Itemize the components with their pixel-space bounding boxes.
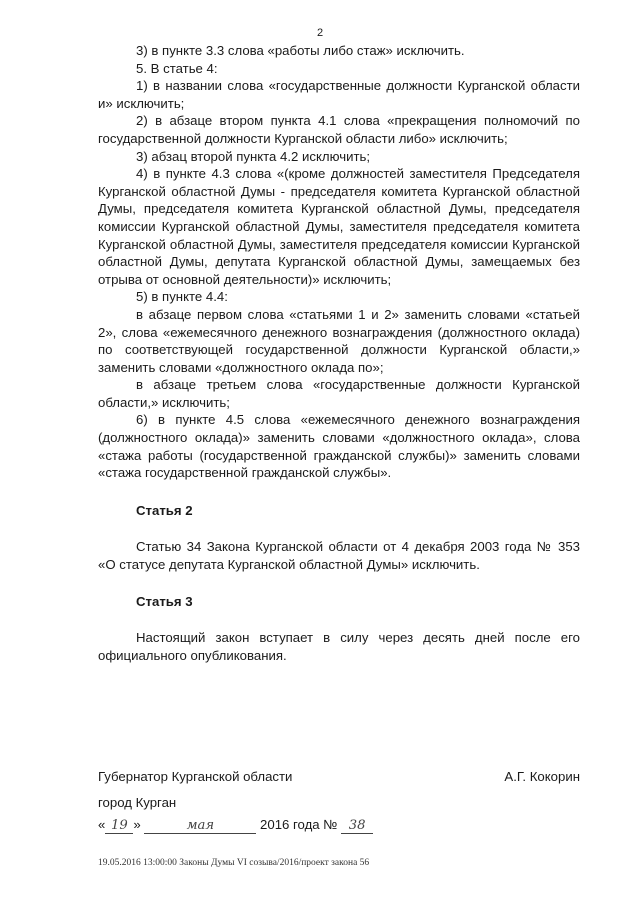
paragraph: 5) в пункте 4.4: bbox=[136, 289, 228, 305]
city-line bbox=[98, 795, 580, 810]
paragraph: в абзаце первом слова «статьями 1 и 2» заменить словами «статьей 2», слова «ежемесячного денежного вознаграждения (должностного оклада) по соответствующей государственной должности Курганской области,» заменить словами «должностного оклада по»; bbox=[98, 306, 580, 375]
date-year: 2016 года № bbox=[260, 817, 338, 832]
document-body bbox=[98, 42, 580, 664]
date-month: мая bbox=[144, 819, 256, 834]
page-number: 2 bbox=[316, 27, 324, 39]
signatory-position: Губернатор Курганской области bbox=[98, 769, 293, 784]
signature-block bbox=[98, 769, 580, 784]
paragraph: 3) абзац второй пункта 4.2 исключить; bbox=[136, 148, 371, 164]
signatory-name: А.Г. Кокорин bbox=[504, 769, 580, 784]
paragraph: 2) в абзаце втором пункта 4.1 слова «прекращения полномочий по государственной должности Курганской области либо» исключить; bbox=[98, 113, 580, 146]
article-3-text: Настоящий закон вступает в силу через десять дней после его официального опубликования. bbox=[98, 630, 580, 663]
date-day: 19 bbox=[105, 819, 133, 834]
paragraph: в абзаце третьем слова «государственные должности Курганской области,» исключить; bbox=[98, 377, 580, 410]
date-open-quote: « bbox=[98, 817, 106, 832]
article-2-text: Статью 34 Закона Курганской области от 4 декабря 2003 года № 353 «О статусе депутата Курганской областной Думы» исключить. bbox=[98, 539, 580, 573]
article-3-heading: Статья 3 bbox=[136, 593, 193, 609]
city: город Курган bbox=[98, 795, 177, 810]
paragraph: 6) в пункте 4.5 слова «ежемесячного денежного вознаграждения (должностного оклада)» заменить словами «должностного оклада», слова «стажа работы (государственной гражданской службы)» заменить словами «стажа государственной гражданской службы». bbox=[98, 412, 580, 481]
article-2-heading: Статья 2 bbox=[136, 502, 193, 518]
paragraph: 5. В статье 4: bbox=[136, 60, 218, 76]
date-close-quote: » bbox=[133, 817, 141, 832]
date-line bbox=[98, 817, 373, 834]
paragraph: 4) в пункте 4.3 слова «(кроме должностей заместителя Председателя Курганской областной Думы - председателя комитета Курганской областной Думы, председателя комитета Курганской областной Думы, председателя комиссии Курганской областной Думы, заместителя председателя комитета Курганской областной Думы, заместителя председателя комиссии Курганской областной Думы, депутата Курганской областной Думы, замещаемых без отрыва от основной деятельности)» исключить; bbox=[98, 166, 580, 287]
footer-stamp: 19.05.2016 13:00:00 Законы Думы VI созыва/2016/проект закона 56 bbox=[98, 858, 370, 868]
law-number: 38 bbox=[341, 819, 373, 834]
paragraph: 3) в пункте 3.3 слова «работы либо стаж» исключить. bbox=[136, 43, 465, 58]
paragraph: 1) в названии слова «государственные должности Курганской области и» исключить; bbox=[98, 78, 580, 111]
